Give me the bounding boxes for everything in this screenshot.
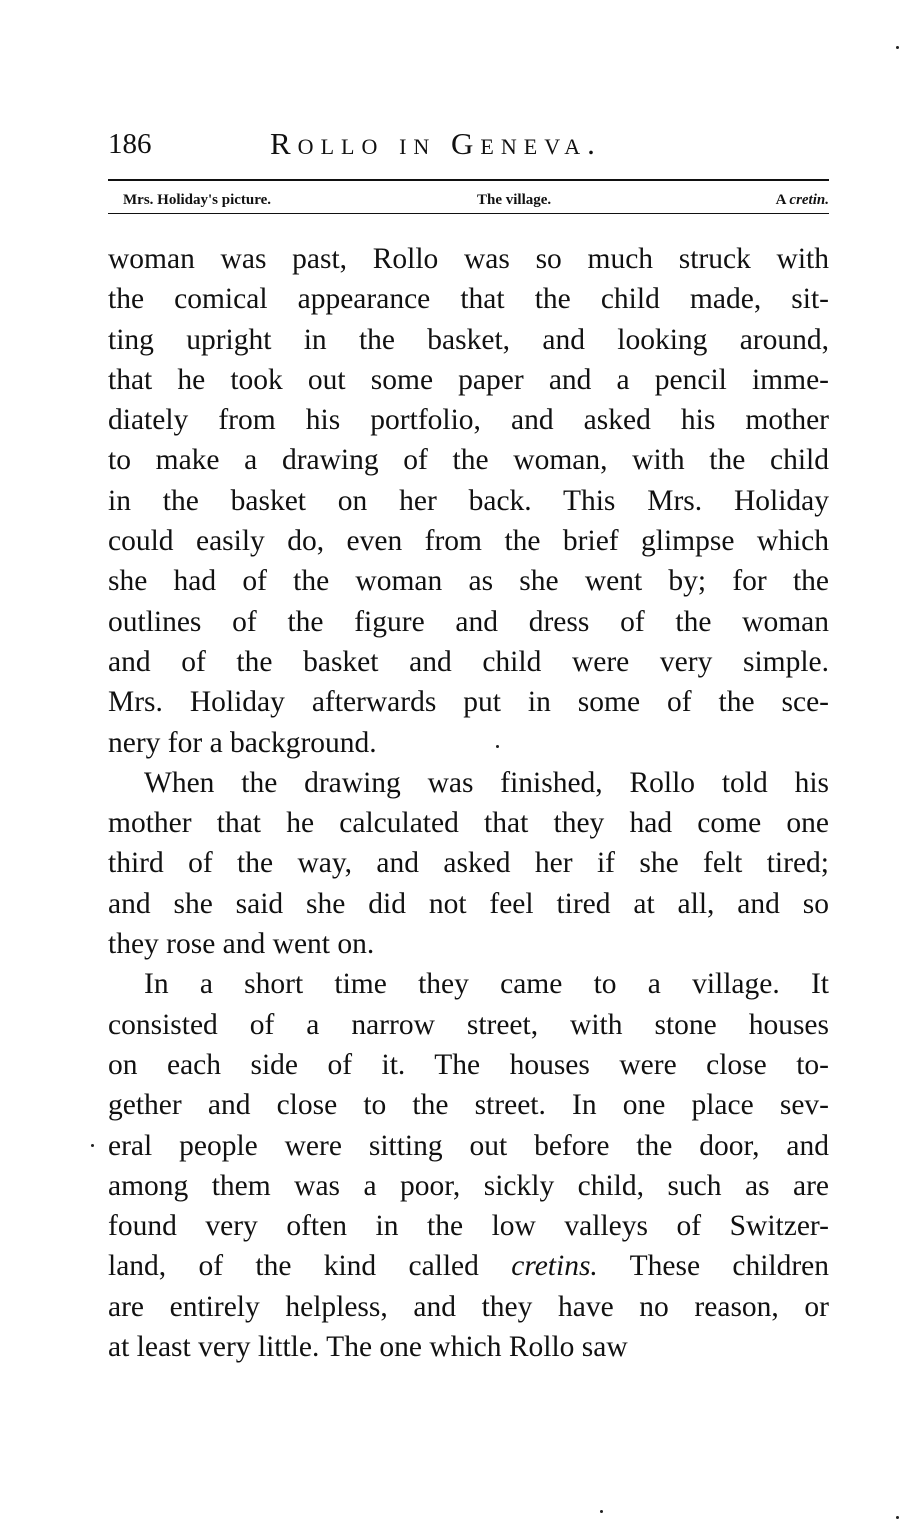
subhead-the-village: The village. [477, 192, 552, 208]
text-line: mother that he calculated that they had come one [108, 807, 829, 840]
running-head [108, 124, 828, 168]
text-line: could easily do, even from the brief glimpse which [108, 525, 829, 558]
text-line [108, 1246, 829, 1286]
text-line: third of the way, and asked her if she felt tired; [108, 847, 829, 880]
marginal-subheads [123, 189, 829, 211]
subhead-mrs-holidays-picture: Mrs. Holiday's picture. [123, 192, 272, 208]
text-line: Mrs. Holiday afterwards put in some of the sce- [108, 686, 829, 719]
text-line: When the drawing was finished, Rollo told his [144, 766, 829, 799]
scan-speck [896, 1516, 899, 1519]
text-line: that he took out some paper and a pencil imme- [108, 363, 829, 396]
scan-speck [600, 1510, 603, 1513]
text-line: at least very little. The one which Rollo saw [108, 1331, 628, 1364]
header-rule-top [108, 179, 829, 181]
text-line: and of the basket and child were very simple. [108, 645, 829, 678]
scan-speck [496, 745, 499, 748]
page-number: 186 [108, 128, 152, 160]
text-line: she had of the woman as she went by; for the [108, 565, 829, 598]
subhead-a-cretin-italic: cretin. [789, 192, 829, 208]
book-title: Rollo in Geneva. [270, 126, 602, 161]
text-line: among them was a poor, sickly child, such as are [108, 1169, 829, 1202]
subhead-a-cretin [776, 189, 829, 211]
text-line-start: land, of the kind called [108, 1250, 479, 1283]
text-line: woman was past, Rollo was so much struck with [108, 243, 829, 275]
scan-speck [896, 46, 899, 49]
text-line: consisted of a narrow street, with stone houses [108, 1008, 829, 1041]
text-line: they rose and went on. [108, 928, 375, 961]
text-line: to make a drawing of the woman, with the child [108, 444, 829, 477]
header-rule-bottom [108, 213, 829, 214]
text-line: the comical appearance that the child made, sit- [108, 283, 829, 316]
text-line: eral people were sitting out before the door, and [108, 1129, 829, 1162]
text-line: in the basket on her back. This Mrs. Holiday [108, 484, 829, 517]
text-line: gether and close to the street. In one place sev- [108, 1089, 829, 1122]
body-text [108, 239, 829, 1367]
italic-term-cretins: cretins. [511, 1250, 598, 1283]
text-line: found very often in the low valleys of Switzer- [108, 1210, 829, 1243]
text-line: are entirely helpless, and they have no reason, or [108, 1290, 829, 1323]
subhead-a-cretin-prefix: A [775, 192, 786, 208]
text-line-end: These children [629, 1250, 830, 1283]
scan-speck [91, 1144, 94, 1147]
text-line: and she said she did not feel tired at all, and so [108, 887, 829, 920]
text-line: on each side of it. The houses were close to- [108, 1048, 829, 1081]
text-line: diately from his portfolio, and asked his mother [108, 404, 829, 437]
text-line: nery for a background. [108, 726, 377, 759]
text-line: outlines of the figure and dress of the woman [108, 605, 829, 638]
text-line: ting upright in the basket, and looking around, [108, 323, 829, 356]
text-line: In a short time they came to a village. It [144, 968, 829, 1001]
